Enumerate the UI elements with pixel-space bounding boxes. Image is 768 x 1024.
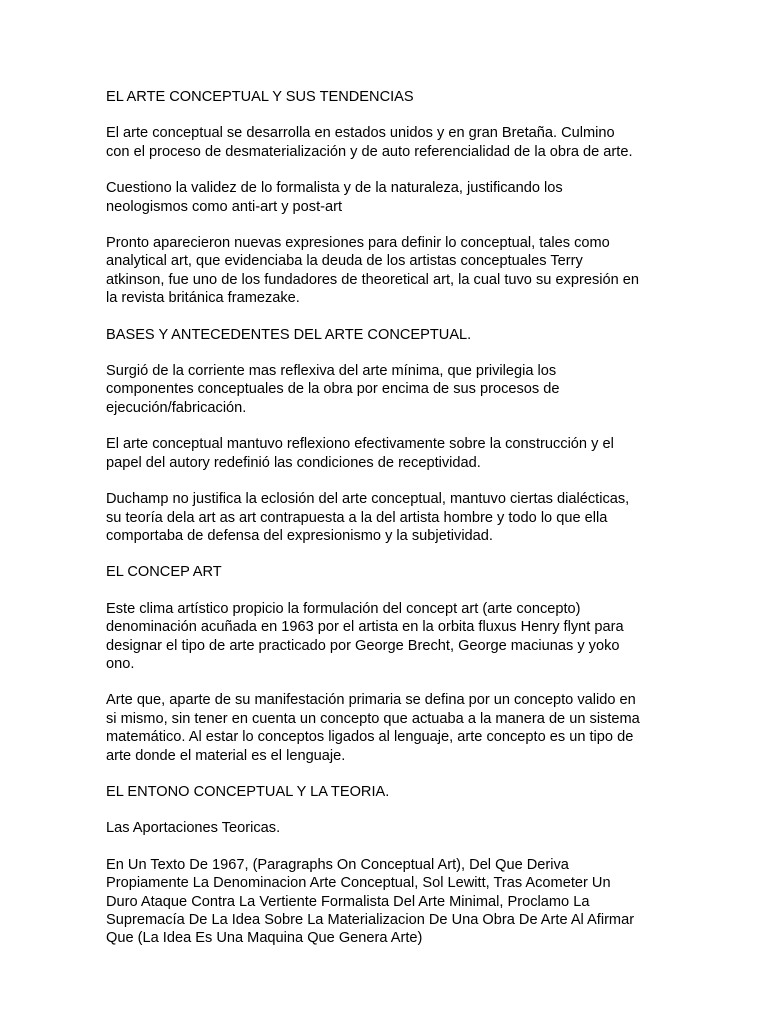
paragraph: Pronto aparecieron nuevas expresiones para definir lo conceptual, tales como analytical art, que evidenciaba la deuda de los artistas conceptuales Terry atkinson, fue uno de los fundadores de theoretical art, la cual tuvo su expresión en la revista británica framezake. [106,235,640,307]
heading-concep-art: EL CONCEP ART [106,564,222,581]
paragraph: El arte conceptual se desarrolla en estados unidos y en gran Bretaña. Culmino con el proceso de desmaterialización y de auto referencialidad de la obra de arte. [106,125,633,160]
subheading-aportaciones: Las Aportaciones Teoricas. [106,820,281,837]
document-body [106,88,666,966]
paragraph: Cuestiono la validez de lo formalista y de la naturaleza, justificando los neologismos como anti-art y post-art [106,180,563,215]
paragraph: Arte que, aparte de su manifestación primaria se defina por un concepto valido en si mismo, sin tener en cuenta un concepto que actuaba a la manera de un sistema matemático. Al estar lo conceptos ligados al lenguaje, arte concepto es un tipo de arte donde el material es el lenguaje. [106,692,640,764]
heading-arte-conceptual: EL ARTE CONCEPTUAL Y SUS TENDENCIAS [106,89,414,105]
paragraph: En Un Texto De 1967, (Paragraphs On Conceptual Art), Del Que Deriva Propiamente La Denominacion Arte Conceptual, Sol Lewitt, Tras Acometer Un Duro Ataque Contra La Vertiente Formalista Del Arte Minimal, Proclamo La Supremacía De La Idea Sobre La Materializacion De Una Obra De Arte Al Afirmar Que (La Idea Es Una Maquina Que Genera Arte) [106,856,635,947]
heading-bases-antecedentes: BASES Y ANTECEDENTES DEL ARTE CONCEPTUAL. [106,326,472,343]
paragraph: El arte conceptual mantuvo reflexiono efectivamente sobre la construcción y el papel del autory redefinió las condiciones de receptividad. [106,436,614,471]
paragraph: Este clima artístico propicio la formulación del concept art (arte concepto) denominación acuñada en 1963 por el artista en la orbita fluxus Henry flynt para designar el tipo de arte practicado por George Brecht, George maciunas y yoko ono. [106,600,624,672]
paragraph: Duchamp no justifica la eclosión del arte conceptual, mantuvo ciertas dialécticas, su teoría dela art as art contrapuesta a la del artista hombre y todo lo que ella comportaba de defensa del expresionismo y la subjetividad. [106,491,630,544]
heading-entono-conceptual: EL ENTONO CONCEPTUAL Y LA TEORIA. [106,783,390,800]
paragraph: Surgió de la corriente mas reflexiva del arte mínima, que privilegia los componentes conceptuales de la obra por encima de sus procesos de ejecución/fabricación. [106,363,560,416]
